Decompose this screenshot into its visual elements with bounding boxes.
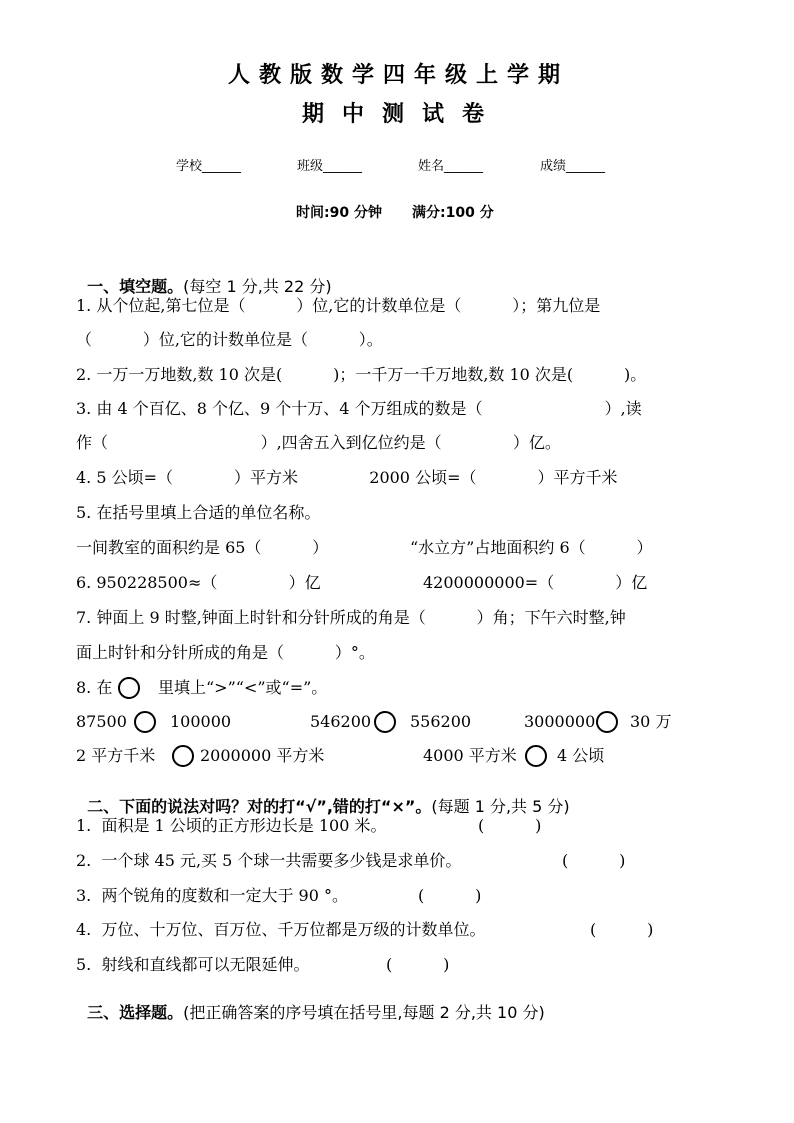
- answer-blank[interactable]: ( ): [478, 816, 542, 835]
- question-6b: 4200000000=（ ）亿: [423, 573, 648, 592]
- question-1a: 1. 从个位起,第七位是（ ）位,它的计数单位是（ ）；第九位是: [76, 296, 601, 315]
- comparison-left: 87500: [76, 712, 127, 731]
- question-2: 2. 一万一万地数,数 10 次是( )；一千万一千万地数,数 10 次是( )。: [76, 365, 647, 384]
- question-5a: 一间教室的面积约是 65（ ）: [76, 538, 329, 557]
- school-field[interactable]: 学校______: [176, 159, 242, 174]
- comparison-left: 546200: [310, 712, 372, 731]
- judge-item: 5. 射线和直线都可以无限延伸。: [76, 955, 310, 974]
- section1-title: 一、填空题。: [87, 277, 184, 296]
- judge-item: 2. 一个球 45 元,买 5 个球一共需要多少钱是求单价。: [76, 851, 462, 870]
- question-3a: 3. 由 4 个百亿、8 个亿、9 个十万、4 个万组成的数是（ ）,读: [76, 399, 642, 418]
- section1-note: (每空 1 分,共 22 分): [183, 277, 332, 296]
- compare-circle-icon[interactable]: [134, 711, 156, 733]
- name-field[interactable]: 姓名______: [418, 159, 484, 174]
- judge-item: 4. 万位、十万位、百万位、千万位都是万级的计数单位。: [76, 920, 486, 939]
- question-5: 5. 在括号里填上合适的单位名称。: [76, 503, 321, 522]
- comparison-right: 30 万: [630, 712, 672, 731]
- section2-title: 二、下面的说法对吗？对的打“√”,错的打“×”。: [87, 797, 432, 816]
- question-1b: （ ）位,它的计数单位是（ ）。: [76, 330, 383, 349]
- compare-circle-icon: [118, 677, 140, 699]
- compare-circle-icon[interactable]: [596, 711, 618, 733]
- answer-blank[interactable]: ( ): [562, 851, 626, 870]
- section3-note: (把正确答案的序号填在括号里,每题 2 分,共 10 分): [183, 1003, 545, 1022]
- section2-heading: [76, 783, 570, 815]
- comparison-right: 2000000 平方米: [200, 746, 325, 765]
- full-score: 满分:100 分: [412, 205, 494, 221]
- question-5b: “水立方”占地面积约 6（ ）: [410, 538, 653, 557]
- question-7b: 面上时针和分针所成的角是（ ）°。: [76, 643, 375, 662]
- score-field[interactable]: 成绩______: [540, 159, 606, 174]
- question-8-post: 里填上“>”“<”或“=”。: [158, 678, 328, 697]
- comparison-right: 4 公顷: [557, 746, 605, 765]
- answer-blank[interactable]: ( ): [386, 955, 450, 974]
- question-6a: 6. 950228500≈（ ）亿: [76, 573, 321, 592]
- comparison-right: 100000: [170, 712, 232, 731]
- comparison-right: 556200: [410, 712, 472, 731]
- answer-blank[interactable]: ( ): [590, 920, 654, 939]
- judge-item: 3. 两个锐角的度数和一定大于 90 °。: [76, 886, 348, 905]
- section3-title: 三、选择题。: [87, 1003, 184, 1022]
- exam-title: 人教版数学四年级上学期: [228, 63, 570, 88]
- question-8-pre: 8. 在: [76, 678, 113, 697]
- judge-item: 1. 面积是 1 公顷的正方形边长是 100 米。: [76, 816, 387, 835]
- section1-heading: [76, 263, 332, 295]
- section3-heading: [76, 989, 545, 1021]
- question-3b: 作（ ）,四舍五入到亿位约是（ ）亿。: [76, 433, 561, 452]
- compare-circle-icon[interactable]: [172, 745, 194, 767]
- section2-note: (每题 1 分,共 5 分): [431, 797, 570, 816]
- question-7a: 7. 钟面上 9 时整,钟面上时针和分针所成的角是（ ）角；下午六时整,钟: [76, 608, 626, 627]
- compare-circle-icon[interactable]: [525, 745, 547, 767]
- question-4: 4. 5 公顷=（ ）平方米 2000 公顷=（ ）平方千米: [76, 468, 618, 487]
- compare-circle-icon[interactable]: [374, 711, 396, 733]
- comparison-left: 4000 平方米: [423, 746, 517, 765]
- exam-subtitle: 期中测试卷: [302, 102, 503, 127]
- class-field[interactable]: 班级______: [297, 159, 363, 174]
- answer-blank[interactable]: ( ): [418, 886, 482, 905]
- comparison-left: 2 平方千米: [76, 746, 156, 765]
- time-limit: 时间:90 分钟: [296, 205, 382, 221]
- comparison-left: 3000000: [524, 712, 596, 731]
